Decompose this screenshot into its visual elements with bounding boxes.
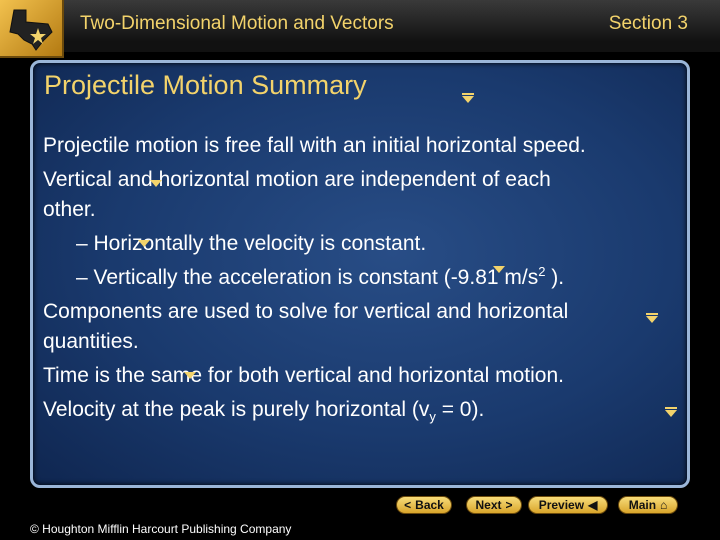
animation-marker-icon bbox=[665, 410, 677, 417]
home-icon: ⌂ bbox=[660, 498, 668, 512]
next-arrow-icon: > bbox=[505, 498, 513, 512]
animation-marker-icon bbox=[150, 180, 162, 187]
bullet-line-7-text: Velocity at the peak is purely horizontal (v bbox=[43, 398, 430, 421]
bullet-line-7 bbox=[43, 398, 484, 424]
next-label: Next bbox=[475, 498, 502, 512]
animation-marker-icon bbox=[493, 266, 505, 273]
main-label: Main bbox=[628, 498, 657, 512]
preview-button[interactable] bbox=[528, 496, 608, 514]
bullet-line-6: Time is the same for both vertical and horizontal motion. bbox=[43, 364, 564, 387]
bullet-line-3: other. bbox=[43, 198, 96, 221]
sub-bullet-2 bbox=[76, 264, 564, 290]
animation-marker-icon bbox=[646, 316, 658, 323]
bullet-line-2: Vertical and horizontal motion are independent of each bbox=[43, 168, 551, 191]
velocity-subscript: y bbox=[429, 409, 436, 425]
main-button[interactable] bbox=[618, 496, 678, 514]
back-arrow-icon: < bbox=[404, 498, 412, 512]
copyright-footer: © Houghton Mifflin Harcourt Publishing Company bbox=[30, 522, 292, 536]
texas-logo-icon bbox=[0, 0, 64, 58]
sub-bullet-1: – Horizontally the velocity is constant. bbox=[76, 232, 427, 255]
bullet-line-4: Components are used to solve for vertical and horizontal bbox=[43, 300, 569, 323]
animation-marker-icon bbox=[184, 372, 196, 379]
sub-bullet-2-tail: ). bbox=[545, 266, 565, 289]
slide-title: Projectile Motion Summary bbox=[44, 70, 367, 100]
accel-exponent: 2 bbox=[538, 264, 546, 279]
back-label: Back bbox=[415, 498, 444, 512]
preview-arrow-icon: ◀ bbox=[588, 498, 598, 512]
bullet-line-7-tail: = 0). bbox=[435, 398, 485, 421]
header-title: Two-Dimensional Motion and Vectors bbox=[80, 13, 394, 34]
back-button[interactable] bbox=[396, 496, 452, 514]
section-label: Section 3 bbox=[608, 13, 688, 34]
preview-label: Preview bbox=[538, 498, 585, 512]
bullet-line-5: quantities. bbox=[43, 330, 139, 353]
next-button[interactable] bbox=[466, 496, 522, 514]
animation-marker-icon bbox=[138, 240, 150, 247]
sub-bullet-2-text: – Vertically the acceleration is constant (-9.81 m/s bbox=[76, 266, 539, 289]
bullet-line-1: Projectile motion is free fall with an initial horizontal speed. bbox=[43, 134, 586, 157]
title-marker-icon bbox=[462, 96, 474, 103]
